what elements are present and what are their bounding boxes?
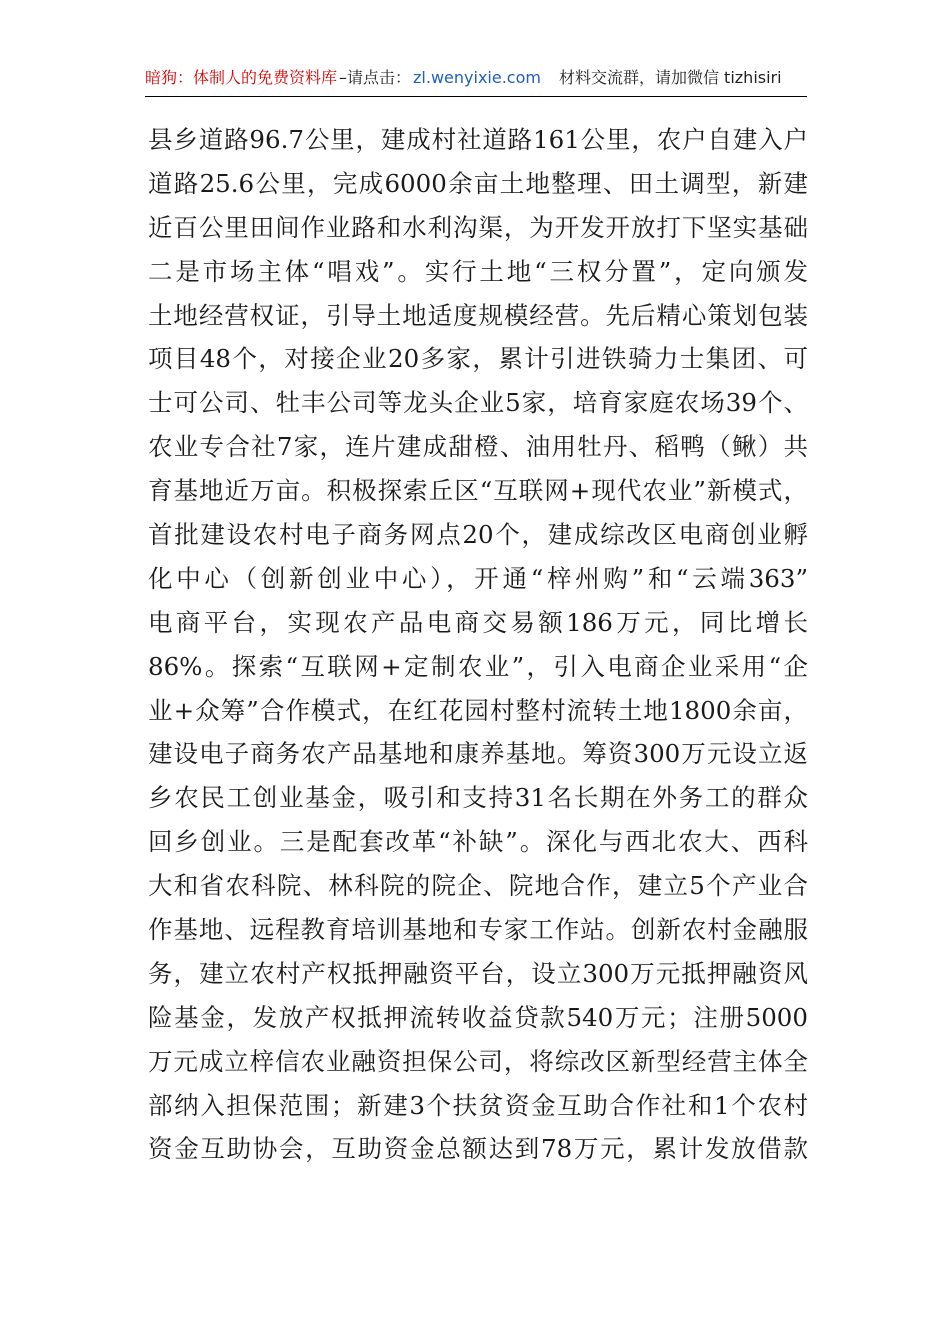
text-line: 业+众筹”合作模式，在红花园村整村流转土地1800余亩，: [148, 695, 808, 725]
text-line: 务，建立农村产权抵押融资平台，设立300万元抵押融资风: [148, 958, 808, 988]
header-click-prompt: –请点击：: [339, 68, 412, 87]
text-line: 农业专合社7家，连片建成甜橙、油用牡丹、稻鸭（鳅）共: [148, 432, 808, 462]
text-line: 项目48个，对接企业20多家，累计引进铁骑力士集团、可: [148, 344, 808, 374]
text-line: 资金互助协会，互助资金总额达到78万元，累计发放借款: [148, 1134, 808, 1164]
text-line: 建设电子商务农产品基地和康养基地。筹资300万元设立返: [148, 739, 808, 769]
header-url-link[interactable]: zl.wenyixie.com: [413, 68, 541, 87]
text-line: 部纳入担保范围；新建3个扶贫资金互助合作社和1个农村: [148, 1090, 808, 1120]
text-line: 化中心（创新创业中心），开通“梓州购”和“云端363”: [148, 563, 808, 593]
header-site-name: 暗狗：体制人的免费资料库: [145, 68, 338, 87]
text-line: 近百公里田间作业路和水利沟渠，为开发开放打下坚实基础: [148, 212, 808, 242]
header-wechat-note: 材料交流群，请加微信 tizhisiri: [558, 68, 782, 87]
text-line: 土地经营权证，引导土地适度规模经营。先后精心策划包装: [148, 300, 808, 330]
text-line: 回乡创业。三是配套改革“补缺”。深化与西北农大、西科: [148, 827, 808, 857]
text-line: 士可公司、牡丰公司等龙头企业5家，培育家庭农场39个、: [148, 388, 808, 418]
text-line: 险基金，发放产权抵押流转收益贷款540万元；注册5000: [148, 1002, 808, 1032]
body-text: [148, 118, 808, 1171]
text-line: 乡农民工创业基金，吸引和支持31名长期在外务工的群众: [148, 783, 808, 813]
text-line: 县乡道路96.7公里，建成村社道路161公里，农户自建入户: [148, 125, 808, 154]
text-line: 大和省农科院、林科院的院企、院地合作，建立5个产业合: [148, 871, 808, 901]
text-line: 作基地、远程教育培训基地和专家工作站。创新农村金融服: [148, 915, 808, 945]
text-line: 育基地近万亩。积极探索丘区“互联网+现代农业”新模式，: [148, 476, 808, 506]
text-line: 道路25.6公里，完成6000余亩土地整理、田土调型，新建: [148, 168, 808, 198]
text-line: 电商平台，实现农产品电商交易额186万元，同比增长: [148, 607, 808, 637]
text-line: 86%。探索“互联网+定制农业”，引入电商企业采用“企: [148, 651, 808, 681]
text-line: 二是市场主体“唱戏”。实行土地“三权分置”，定向颁发: [148, 256, 808, 286]
text-line: 万元成立梓信农业融资担保公司，将综改区新型经营主体全: [148, 1046, 808, 1076]
text-line: 首批建设农村电子商务网点20个，建成综改区电商创业孵: [148, 520, 808, 550]
page-header: [145, 66, 807, 97]
